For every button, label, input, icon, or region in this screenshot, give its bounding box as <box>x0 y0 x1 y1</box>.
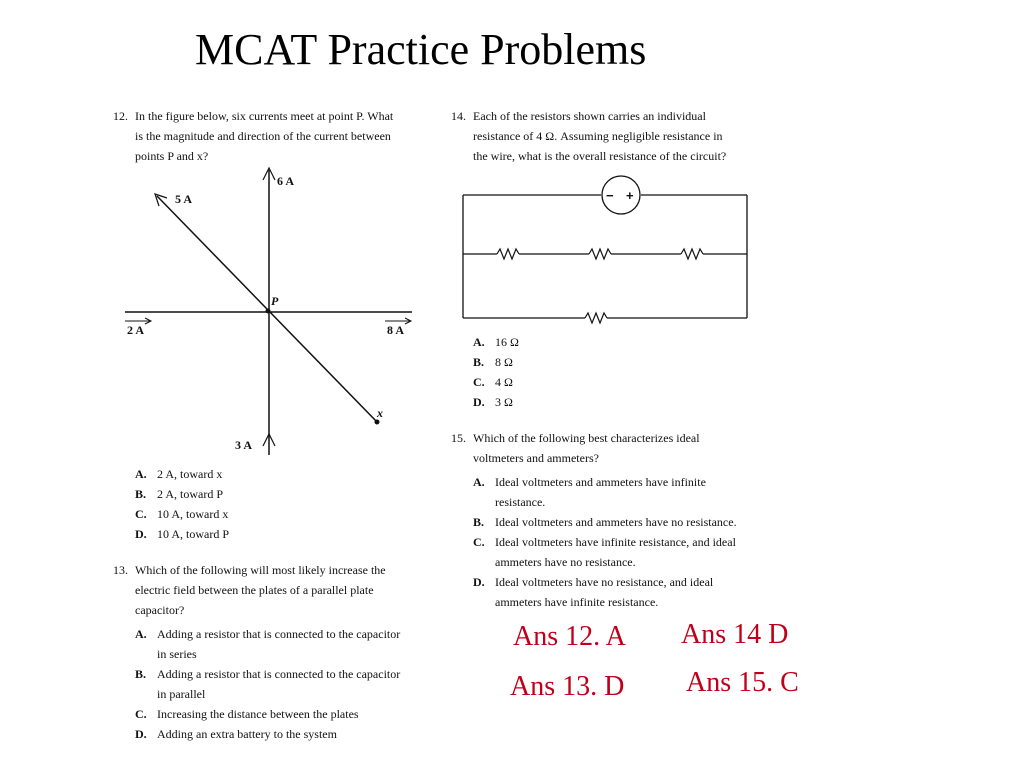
answer-14: Ans 14 D <box>681 619 789 650</box>
resistor-4-icon <box>585 313 607 323</box>
question-15-options <box>473 472 737 612</box>
question-13-options <box>135 624 400 744</box>
option-14-a[interactable]: A. 16 Ω <box>473 335 519 349</box>
resistor-3-icon <box>681 249 703 259</box>
question-13-line-2: electric field between the plates of a parallel plate <box>135 583 374 597</box>
question-15-text <box>473 428 700 468</box>
question-12-line-3: points P and x? <box>135 149 209 163</box>
question-14-line-2: resistance of 4 Ω. Assuming negligible resistance in <box>473 129 723 143</box>
option-12-a[interactable]: A. 2 A, toward x <box>135 467 223 481</box>
question-15-line-1: Which of the following best characterizes ideal <box>473 431 700 445</box>
option-14-d[interactable]: D. 3 Ω <box>473 395 513 409</box>
resistor-1-icon <box>497 249 519 259</box>
question-13-line-1: Which of the following will most likely increase the <box>135 563 386 577</box>
option-15-d[interactable]: D. Ideal voltmeters have no resistance, and ideal ammeters have infinite resistance. <box>473 575 714 609</box>
answer-13: Ans 13. D <box>510 671 625 702</box>
question-13-line-3: capacitor? <box>135 603 185 617</box>
label-bottom-current: 3 A <box>235 438 253 452</box>
question-15-line-2: voltmeters and ammeters? <box>473 451 599 465</box>
question-14-text <box>473 106 726 166</box>
option-15-a[interactable]: A. Ideal voltmeters and ammeters have infinite resistance. <box>473 475 706 509</box>
option-15-c[interactable]: C. Ideal voltmeters have infinite resistance, and ideal ammeters have no resistance. <box>473 535 736 569</box>
label-top-current: 6 A <box>277 174 295 188</box>
option-13-a[interactable]: A. Adding a resistor that is connected to the capacitor in series <box>135 627 401 661</box>
label-right-current: 8 A <box>387 323 405 337</box>
resistor-circuit-figure <box>455 170 755 330</box>
question-15-number: 15. <box>451 431 466 445</box>
question-14-number: 14. <box>451 109 466 123</box>
option-13-d[interactable]: D. Adding an extra battery to the system <box>135 727 337 741</box>
option-12-b[interactable]: B. 2 A, toward P <box>135 487 223 501</box>
question-12-text <box>135 106 393 166</box>
option-15-b[interactable]: B. Ideal voltmeters and ammeters have no resistance. <box>473 515 737 529</box>
question-13-number: 13. <box>113 563 128 577</box>
option-13-c[interactable]: C. Increasing the distance between the plates <box>135 707 359 721</box>
label-diagonal-current: 5 A <box>175 192 193 206</box>
answer-12: Ans 12. A <box>513 621 626 652</box>
question-12-number: 12. <box>113 109 128 123</box>
label-point-p: P <box>271 294 279 308</box>
option-12-d[interactable]: D. 10 A, toward P <box>135 527 229 541</box>
page-title: MCAT Practice Problems <box>195 25 647 74</box>
option-14-b[interactable]: B. 8 Ω <box>473 355 513 369</box>
current-junction-figure <box>115 160 415 460</box>
option-12-c[interactable]: C. 10 A, toward x <box>135 507 229 521</box>
end-point <box>375 420 380 425</box>
option-14-c[interactable]: C. 4 Ω <box>473 375 513 389</box>
question-14-line-1: Each of the resistors shown carries an individual <box>473 109 706 123</box>
junction-point <box>266 309 271 314</box>
label-left-current: 2 A <box>127 323 145 337</box>
option-13-b[interactable]: B. Adding a resistor that is connected to the capacitor in parallel <box>135 667 401 701</box>
question-14-line-3: the wire, what is the overall resistance of the circuit? <box>473 149 727 163</box>
question-12-line-2: is the magnitude and direction of the current between <box>135 129 391 143</box>
label-point-x: x <box>377 406 383 420</box>
battery-minus: − <box>606 188 614 203</box>
question-12-options <box>135 464 229 544</box>
question-14-options <box>473 332 519 412</box>
battery-plus: + <box>626 188 634 203</box>
question-12-line-1: In the figure below, six currents meet at point P. What <box>135 109 394 123</box>
answer-15: Ans 15. C <box>686 667 799 698</box>
question-13-text <box>135 560 386 620</box>
resistor-2-icon <box>589 249 611 259</box>
